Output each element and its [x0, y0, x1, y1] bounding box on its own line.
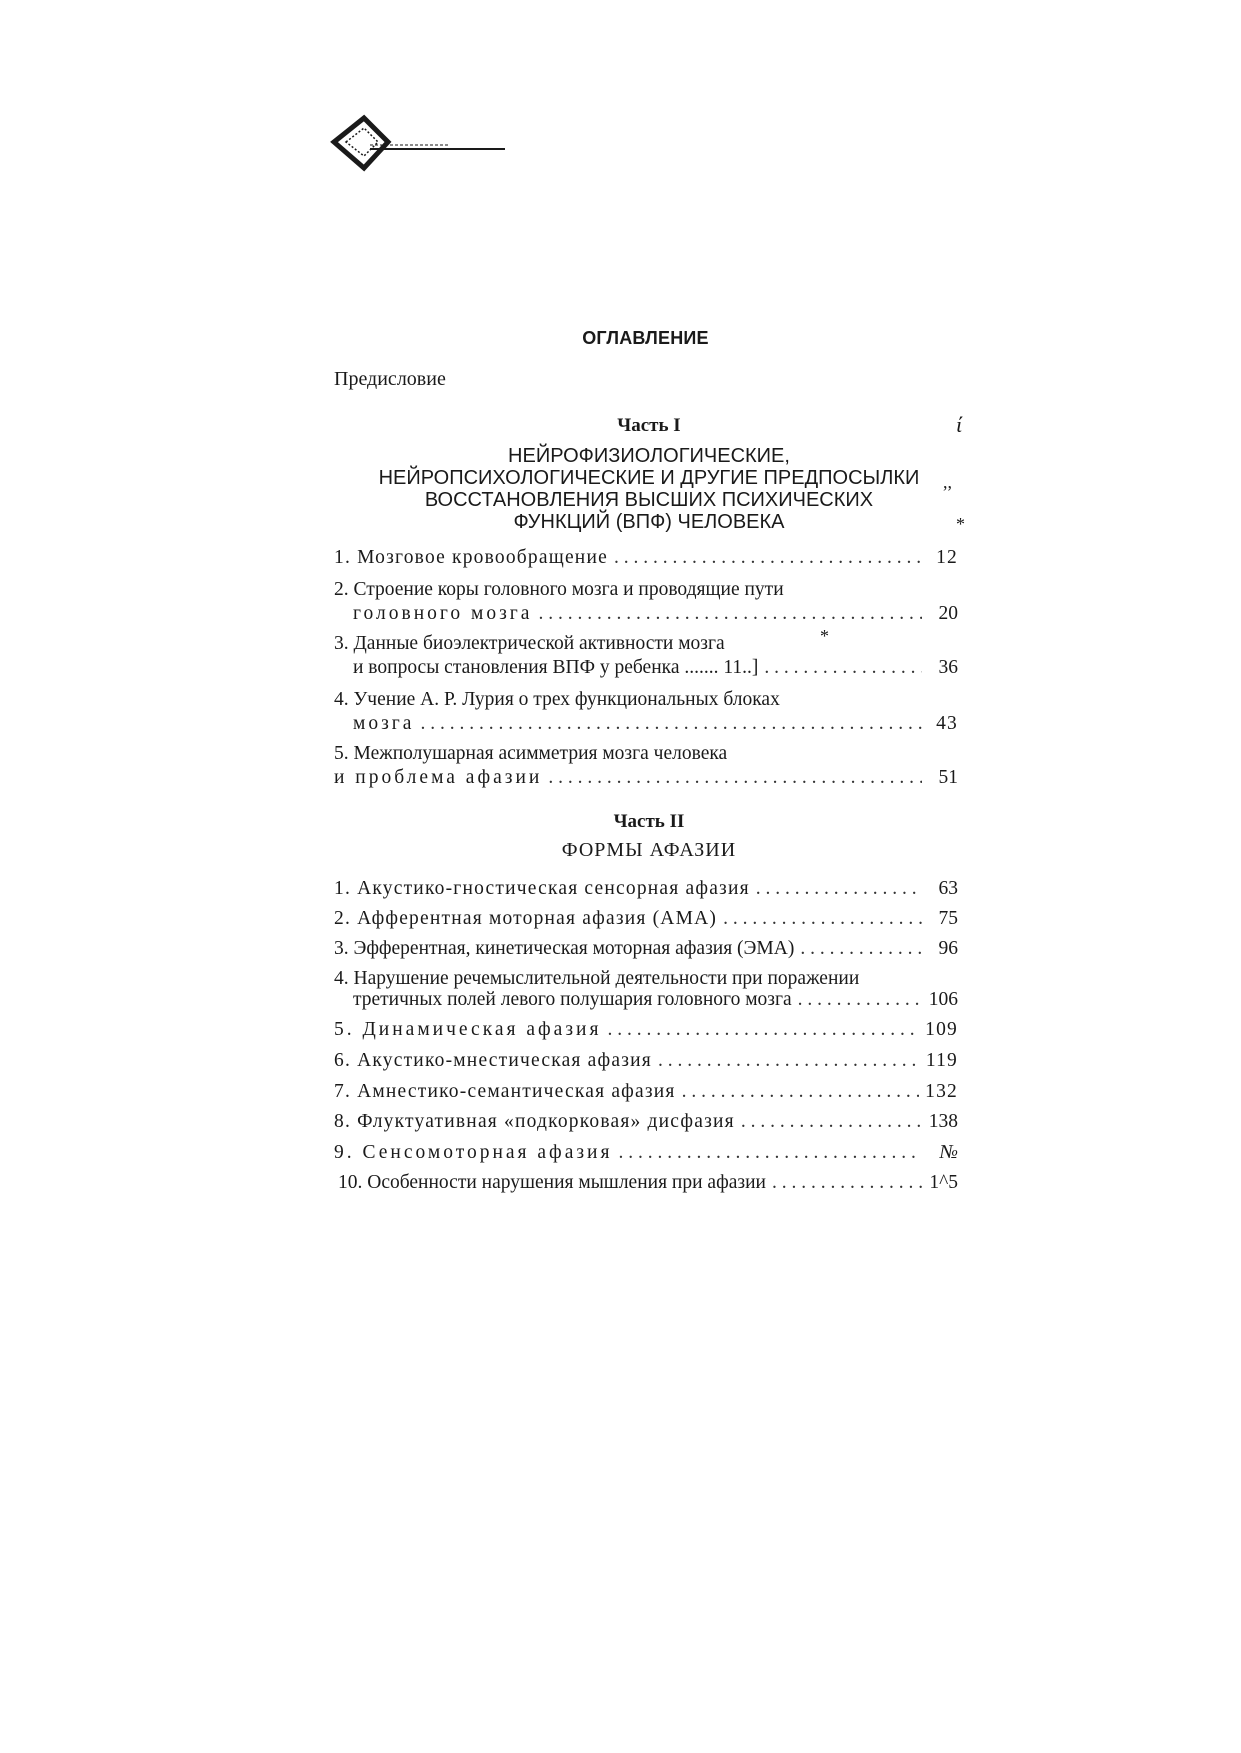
toc-entry[interactable] [334, 632, 966, 680]
part1-label: Часть I [617, 415, 681, 436]
toc-entry-page: № [939, 1142, 958, 1163]
toc-entry-title-cont: и проблема афазии [334, 767, 543, 788]
toc-entry[interactable] [334, 1049, 966, 1073]
toc-entry-page: 132 [925, 1081, 958, 1102]
part1-title-line: НЕЙРОПСИХОЛОГИЧЕСКИЕ И ДРУГИЕ ПРЕДПОСЫЛКИ [378, 467, 920, 489]
toc-entry-title: 3. Эфферентная, кинетическая моторная афазия (ЭМА) [334, 938, 795, 959]
toc-leader-dots [548, 766, 922, 790]
toc-leader-dots [764, 656, 922, 680]
toc-entry-title: 1. Акустико-гностическая сенсорная афазия [334, 878, 750, 899]
toc-leader-dots [723, 907, 922, 931]
toc-entry-title: 6. Акустико-мнестическая афазия [334, 1050, 652, 1071]
toc-entry[interactable] [334, 1110, 966, 1134]
part1-title-line: ВОССТАНОВЛЕНИЯ ВЫСШИХ ПСИХИЧЕСКИХ [424, 489, 874, 511]
toc-leader-dots [538, 602, 922, 626]
toc-entry-page: 36 [938, 657, 958, 678]
toc-entry[interactable] [334, 937, 966, 961]
preface-entry: Предисловие [334, 368, 446, 390]
toc-leader-dots [800, 937, 922, 961]
toc-entry-title: 8. Флуктуативная «подкорковая» дисфазия [334, 1111, 735, 1132]
part2-label: Часть II [613, 811, 685, 832]
toc-leader-dots [618, 1141, 922, 1165]
toc-leader-dots [658, 1049, 920, 1073]
toc-entry-title-cont: головного мозга [353, 603, 533, 624]
toc-leader-dots [741, 1110, 922, 1134]
toc-entry-page: 20 [938, 603, 958, 624]
toc-entry[interactable] [334, 742, 966, 790]
part2-title: ФОРМЫ АФАЗИИ [561, 839, 737, 861]
decorative-ornament-icon [330, 112, 505, 182]
toc-entry-title: 10. Особенности нарушения мышления при афазии [338, 1172, 766, 1193]
toc-leader-dots [607, 1018, 919, 1042]
toc-entry[interactable] [334, 1080, 966, 1104]
toc-entry[interactable] [334, 1141, 966, 1165]
toc-leader-dots [772, 1171, 922, 1195]
toc-entry-page: 1^5 [929, 1172, 958, 1193]
toc-entry-title: 9. Сенсомоторная афазия [334, 1142, 613, 1163]
page-title: ОГЛАВЛЕНИЕ [582, 328, 709, 348]
toc-leader-dots [614, 546, 922, 570]
toc-entry-page: 138 [928, 1111, 958, 1132]
stray-mark: * [956, 514, 965, 534]
part1-title-line: НЕЙРОФИЗИОЛОГИЧЕСКИЕ, [508, 445, 790, 467]
toc-entry-page: 12 [936, 547, 958, 568]
toc-leader-dots [798, 989, 922, 1010]
toc-entry-page: 43 [936, 713, 958, 734]
stray-mark: * [820, 626, 829, 646]
toc-entry-page: 106 [928, 989, 958, 1010]
toc-entry-title-cont: третичных полей левого полушария головного мозга [353, 989, 792, 1010]
toc-entry-title: 4. Учение А. Р. Лурия о трех функциональных блоках [334, 689, 780, 710]
toc-leader-dots [682, 1080, 920, 1104]
toc-entry[interactable] [334, 688, 966, 736]
stray-mark: ί [956, 412, 963, 437]
toc-entry[interactable] [334, 546, 966, 570]
toc-entry-title: 1. Мозговое кровообращение [334, 547, 608, 568]
toc-entry[interactable] [334, 1018, 966, 1042]
toc-entry-title: 2. Афферентная моторная афазия (АМА) [334, 908, 718, 929]
toc-entry-title: 4. Нарушение речемыслительной деятельности при поражении [334, 968, 860, 989]
toc-entry-title: 7. Амнестико-семантическая афазия [334, 1081, 676, 1102]
toc-entry-page: 96 [938, 938, 958, 959]
part1-title [334, 445, 964, 533]
toc-entry-page: 119 [925, 1050, 958, 1071]
toc-entry-page: 51 [938, 767, 958, 788]
toc-entry[interactable] [334, 907, 966, 931]
part1-title-line: ФУНКЦИЙ (ВПФ) ЧЕЛОВЕКА [513, 511, 785, 533]
toc-entry-page: 63 [938, 878, 958, 899]
toc-entry-title: 3. Данные биоэлектрической активности мозга [334, 633, 725, 654]
toc-entry[interactable] [338, 1171, 966, 1195]
toc-entry-title: 2. Строение коры головного мозга и проводящие пути [334, 579, 784, 600]
toc-entry-title: 5. Межполушарная асимметрия мозга человека [334, 743, 728, 764]
toc-entry[interactable] [334, 877, 966, 901]
toc-entry-page: 75 [938, 908, 958, 929]
toc-entry-page: 109 [925, 1019, 958, 1040]
toc-entry-title-cont: мозга [353, 713, 415, 734]
toc-leader-dots [756, 877, 922, 901]
toc-entry[interactable] [334, 968, 966, 1010]
toc-entry-title-cont: и вопросы становления ВПФ у ребенка ....... 11..] [353, 657, 759, 678]
toc-entry-title: 5. Динамическая афазия [334, 1019, 602, 1040]
stray-mark: ,, [943, 472, 952, 492]
toc-entry[interactable] [334, 578, 966, 626]
toc-leader-dots [420, 712, 922, 736]
